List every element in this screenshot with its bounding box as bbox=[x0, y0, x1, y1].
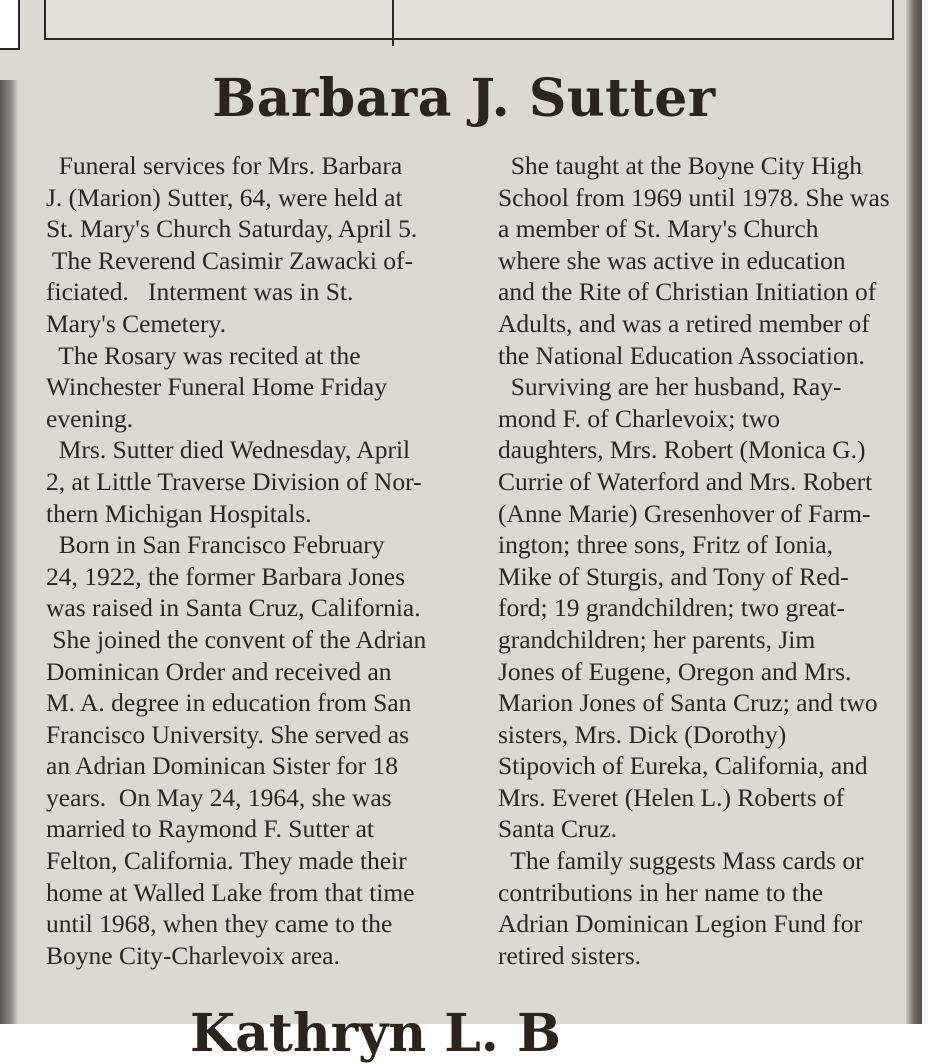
text-line: retired sisters. bbox=[498, 940, 642, 970]
text-line: home at Walled Lake from that time bbox=[46, 877, 415, 907]
text-line: was raised in Santa Cruz, California. bbox=[46, 593, 421, 623]
text-line: daughters, Mrs. Robert (Monica G.) bbox=[498, 435, 866, 465]
text-line: grandchildren; her parents, Jim bbox=[498, 624, 816, 654]
obituary-headline: Barbara J. Sutter bbox=[212, 68, 716, 129]
top-left-frame bbox=[0, 0, 20, 50]
text-line: until 1968, when they came to the bbox=[46, 909, 393, 939]
column-divider bbox=[392, 0, 394, 46]
text-line: ford; 19 grandchildren; two great- bbox=[498, 593, 845, 623]
text-line: 24, 1922, the former Barbara Jones bbox=[46, 561, 406, 591]
text-line: Mrs. Everet (Helen L.) Roberts of bbox=[498, 782, 845, 812]
text-line: Marion Jones of Santa Cruz; and two bbox=[498, 688, 878, 718]
text-line: Currie of Waterford and Mrs. Robert bbox=[498, 466, 873, 496]
right-margin bbox=[922, 0, 928, 1024]
text-line: The family suggests Mass cards or bbox=[498, 846, 864, 876]
text-line: ington; three sons, Fritz of Ionia, bbox=[498, 530, 833, 560]
text-line: Surviving are her husband, Ray- bbox=[498, 372, 842, 402]
text-line: M. A. degree in education from San bbox=[46, 688, 412, 718]
text-line: an Adrian Dominican Sister for 18 bbox=[46, 751, 398, 781]
text-line: The Reverend Casimir Zawacki of- bbox=[46, 245, 414, 275]
text-line: Jones of Eugene, Oregon and Mrs. bbox=[498, 656, 852, 686]
text-line: Adrian Dominican Legion Fund for bbox=[498, 909, 863, 939]
text-line: Francisco University. She served as bbox=[46, 719, 410, 749]
text-line: Born in San Francisco February bbox=[46, 530, 385, 560]
text-line: She taught at the Boyne City High bbox=[498, 151, 863, 180]
text-line: sisters, Mrs. Dick (Dorothy) bbox=[498, 719, 787, 749]
previous-article-box bbox=[44, 0, 894, 40]
text-line: Funeral services for Mrs. Barbara bbox=[46, 151, 403, 180]
text-line: J. (Marion) Sutter, 64, were held at bbox=[46, 182, 403, 212]
text-line: Mike of Sturgis, and Tony of Red- bbox=[498, 561, 849, 591]
text-line: The Rosary was recited at the bbox=[46, 340, 361, 370]
text-line: Dominican Order and received an bbox=[46, 656, 392, 686]
right-text-column bbox=[498, 150, 906, 971]
text-line: Felton, California. They made their bbox=[46, 846, 407, 876]
left-text-column bbox=[46, 150, 448, 971]
text-line: contributions in her name to the bbox=[498, 877, 824, 907]
text-line: She joined the convent of the Adrian bbox=[46, 624, 427, 654]
text-line: St. Mary's Church Saturday, April 5. bbox=[46, 214, 418, 244]
text-line: a member of St. Mary's Church bbox=[498, 214, 819, 244]
text-line: mond F. of Charlevoix; two bbox=[498, 403, 780, 433]
text-line: the National Education Association. bbox=[498, 340, 865, 370]
text-line: Winchester Funeral Home Friday bbox=[46, 372, 388, 402]
next-headline-partial: Kathryn L. B bbox=[190, 1003, 561, 1064]
text-line: Mrs. Sutter died Wednesday, April bbox=[46, 435, 411, 465]
text-line: Boyne City-Charlevoix area. bbox=[46, 940, 340, 970]
left-binding-shadow bbox=[0, 80, 18, 1024]
text-line: Mary's Cemetery. bbox=[46, 308, 226, 338]
text-line: Adults, and was a retired member of bbox=[498, 308, 870, 338]
text-line: (Anne Marie) Gresenhover of Farm- bbox=[498, 498, 871, 528]
text-line: years. On May 24, 1964, she was bbox=[46, 782, 392, 812]
text-line: ficiated. Interment was in St. bbox=[46, 277, 354, 307]
left-rule bbox=[0, 48, 18, 50]
text-line: and the Rite of Christian Initiation of bbox=[498, 277, 877, 307]
text-line: where she was active in education bbox=[498, 245, 846, 275]
text-line: School from 1969 until 1978. She was bbox=[498, 182, 890, 212]
text-line: married to Raymond F. Sutter at bbox=[46, 814, 374, 844]
text-line: Stipovich of Eureka, California, and bbox=[498, 751, 868, 781]
text-line: evening. bbox=[46, 403, 134, 433]
text-line: thern Michigan Hospitals. bbox=[46, 498, 312, 528]
text-line: 2, at Little Traverse Division of Nor- bbox=[46, 466, 422, 496]
text-line: Santa Cruz. bbox=[498, 814, 617, 844]
